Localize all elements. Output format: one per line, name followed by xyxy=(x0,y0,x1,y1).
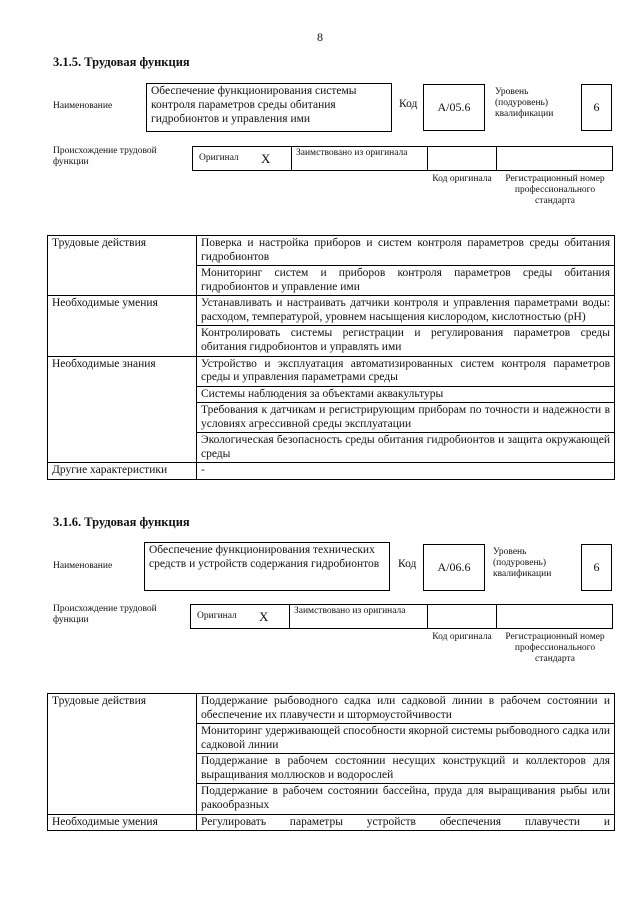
row-item: Контролировать системы регистрации и регулирования параметров среды обитания гидробионтов и управлять ими xyxy=(197,326,615,356)
function-name: Обеспечение функционирования технических средств и устройств содержания гидробионтов xyxy=(149,544,380,570)
code-box xyxy=(423,84,485,131)
origin-label: Происхождение трудовой функции xyxy=(53,146,157,167)
level-box xyxy=(581,84,612,131)
original-label: Оригинал xyxy=(199,153,239,163)
row-item: - xyxy=(197,463,615,480)
function-name-box xyxy=(144,542,390,591)
level-box xyxy=(581,544,612,591)
code-value: А/05.6 xyxy=(437,100,471,114)
code-label: Код xyxy=(399,98,418,110)
row-label: Трудовые действия xyxy=(48,236,197,296)
original-label: Оригинал xyxy=(197,611,237,621)
function-table xyxy=(47,693,615,831)
row-item: Мониторинг удерживающей способности якорной системы рыбоводного садка или садковой линии xyxy=(197,724,615,754)
borrowed-cell xyxy=(289,604,428,629)
function-table xyxy=(47,235,615,480)
code-value: А/06.6 xyxy=(437,560,471,574)
level-label: Уровень (подуровень) квалификации xyxy=(493,547,552,579)
code-label: Код xyxy=(398,558,417,570)
original-cell xyxy=(190,604,290,629)
page-number: 8 xyxy=(317,30,323,44)
row-item: Поддержание рыбоводного садка или садковой линии в рабочем состоянии и обеспечение их плавучести и штормоустойчивости xyxy=(197,694,615,724)
row-item: Регулировать параметры устройств обеспечения плавучести и xyxy=(197,814,615,831)
row-item: Поддержание в рабочем состоянии бассейна, пруда для выращивания рыбы или ракообразных xyxy=(197,784,615,814)
level-value: 6 xyxy=(593,100,600,114)
original-mark: X xyxy=(261,151,271,166)
origin-label: Происхождение трудовой функции xyxy=(53,604,157,625)
name-label: Наименование xyxy=(53,561,113,571)
row-item: Устанавливать и настраивать датчики контроля и управления параметрами воды: расходом, температурой, уровнем насыщения кислородом, кислотностью (pH) xyxy=(197,296,615,326)
reg-number-cell xyxy=(496,146,613,171)
table-row xyxy=(48,814,615,831)
reg-number-label: Регистрационный номер профессионального стандарта xyxy=(505,632,605,664)
level-label: Уровень (подуровень) квалификации xyxy=(495,87,554,119)
row-item: Требования к датчикам и регистрирующим приборам по точности и надежности в условиях агрессивной среды эксплуатации xyxy=(197,403,615,433)
code-original-label: Код оригинала xyxy=(432,174,492,184)
reg-number-label: Регистрационный номер профессионального стандарта xyxy=(505,174,605,206)
table-row xyxy=(48,694,615,724)
row-label: Необходимые умения xyxy=(48,296,197,356)
table-row xyxy=(48,296,615,326)
code-box xyxy=(423,544,485,591)
borrowed-cell xyxy=(291,146,428,171)
code-original-cell xyxy=(427,146,497,171)
table-row xyxy=(48,236,615,266)
code-original-label: Код оригинала xyxy=(432,632,492,642)
function-name-box xyxy=(146,83,392,132)
row-label: Необходимые умения xyxy=(48,814,197,831)
section-title: 3.1.5. Трудовая функция xyxy=(53,55,190,69)
row-item: Мониторинг систем и приборов контроля параметров среды обитания гидробионтов и управление ими xyxy=(197,266,615,296)
row-item: Системы наблюдения за объектами аквакультуры xyxy=(197,386,615,403)
function-name: Обеспечение функционирования системы контроля параметров среды обитания гидробионтов и управления ими xyxy=(151,85,357,125)
table-row xyxy=(48,463,615,480)
table-row xyxy=(48,356,615,386)
row-label: Другие характеристики xyxy=(48,463,197,480)
name-label: Наименование xyxy=(53,101,113,111)
row-item: Поддержание в рабочем состоянии несущих конструкций и коллекторов для выращивания моллюсков и водорослей xyxy=(197,754,615,784)
row-item: Поверка и настройка приборов и систем контроля параметров среды обитания гидробионтов xyxy=(197,236,615,266)
section-title: 3.1.6. Трудовая функция xyxy=(53,515,190,529)
row-item: Экологическая безопасность среды обитания гидробионтов и защита окружающей среды xyxy=(197,433,615,463)
original-cell xyxy=(192,146,292,171)
borrowed-label: Заимствовано из оригинала xyxy=(294,606,406,616)
row-label: Трудовые действия xyxy=(48,694,197,815)
reg-number-cell xyxy=(496,604,613,629)
borrowed-label: Заимствовано из оригинала xyxy=(296,148,408,158)
level-value: 6 xyxy=(593,560,600,574)
original-mark: X xyxy=(259,609,269,624)
code-original-cell xyxy=(427,604,497,629)
row-label: Необходимые знания xyxy=(48,356,197,463)
row-item: Устройство и эксплуатация автоматизированных систем контроля параметров среды и управления параметрами среды xyxy=(197,356,615,386)
